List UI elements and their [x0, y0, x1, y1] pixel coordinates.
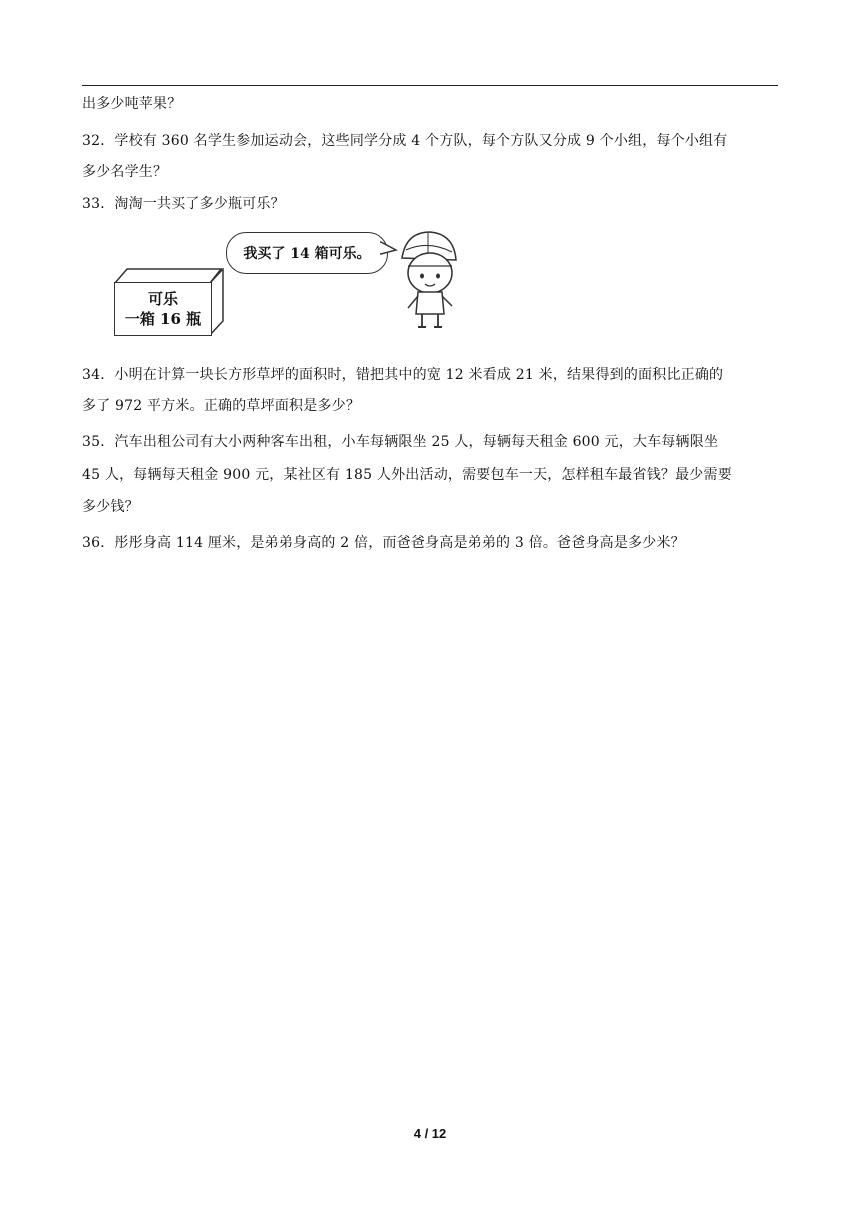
box-label-line-1: 可乐	[147, 290, 178, 308]
question-32-line-2: 多少名学生？	[82, 164, 168, 180]
cola-box	[114, 282, 212, 336]
question-33: 33．淘淘一共买了多少瓶可乐？	[82, 196, 285, 212]
question-35-line-1: 35．汽车出租公司有大小两种客车出租，小车每辆限坐 25 人，每辆每天租金 600 元，大车每辆限坐	[82, 434, 719, 450]
question-34-line-1: 34．小明在计算一块长方形草坪的面积时，错把其中的宽 12 米看成 21 米，结果得到的面积比正确的	[82, 367, 724, 383]
speech-bubble-tail	[380, 240, 398, 258]
box-label-line-2: 一箱 16 瓶	[124, 310, 202, 328]
speech-bubble	[226, 232, 388, 274]
question-32-line-1: 32．学校有 360 名学生参加运动会，这些同学分成 4 个方队，每个方队又分成 9 个小组，每个小组有	[82, 133, 728, 149]
header-rule	[82, 85, 778, 86]
box-side-face	[210, 268, 224, 336]
page-number: 4 / 12	[413, 1126, 447, 1141]
kid-illustration-icon	[392, 226, 464, 334]
question-36: 36．彤彤身高 114 厘米，是弟弟身高的 2 倍，而爸爸身高是弟弟的 3 倍。爸爸身高是多少米？	[82, 535, 685, 551]
question-35-line-2: 45 人，每辆每天租金 900 元，某社区有 185 人外出活动，需要包车一天，怎样租车最省钱？最少需要	[82, 467, 732, 483]
question-34-line-2: 多了 972 平方米。正确的草坪面积是多少？	[82, 398, 361, 414]
speech-text: 我买了 14 箱可乐。	[243, 246, 371, 262]
question-31-continuation: 出多少吨苹果？	[82, 96, 182, 112]
question-35-line-3: 多少钱？	[82, 499, 139, 515]
